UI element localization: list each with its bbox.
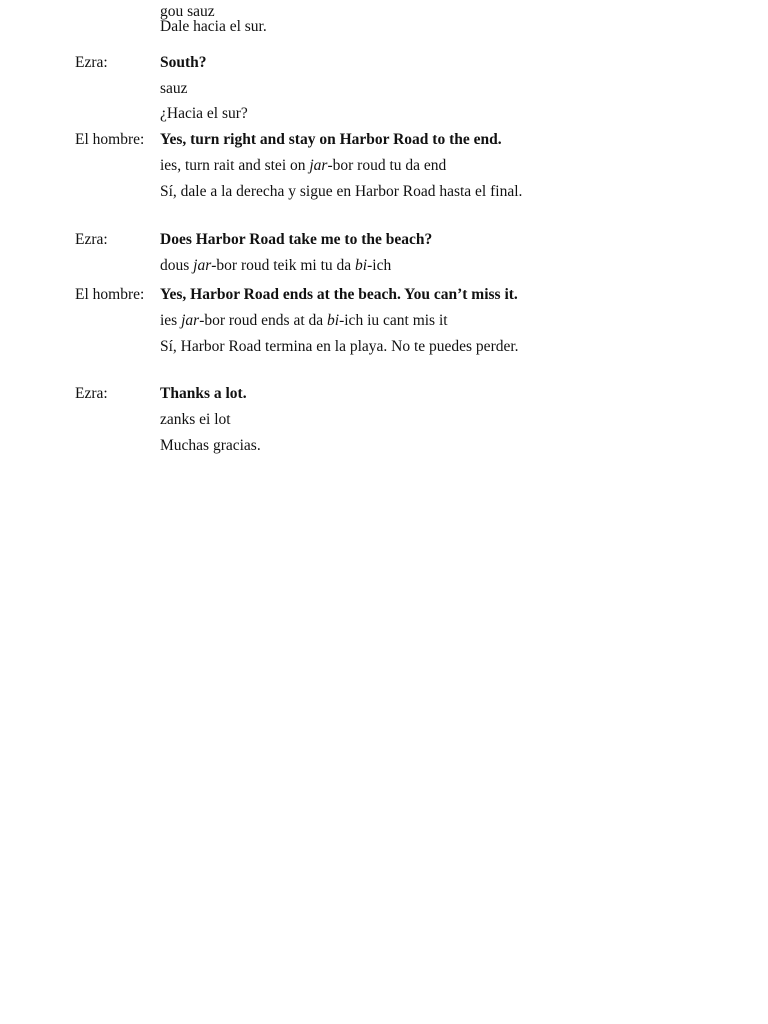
stressed-syllable: jar: [181, 312, 200, 329]
phonetic-text: ies: [160, 312, 182, 329]
english-line: Does Harbor Road take me to the beach?: [160, 231, 433, 248]
spanish-line: Dale hacia el sur.: [160, 18, 267, 35]
spanish-line: Sí, Harbor Road termina en la playa. No te puedes perder.: [160, 338, 519, 355]
english-line: Thanks a lot.: [160, 385, 247, 402]
stressed-syllable: bi: [327, 312, 340, 329]
phonetic-text: -ich iu cant mis it: [339, 312, 448, 329]
phonetic-text: -bor roud teik mi tu da: [211, 257, 356, 274]
speaker-label: El hombre:: [75, 131, 145, 148]
english-line: Yes, turn right and stay on Harbor Road to the end.: [160, 131, 502, 148]
speaker-label: El hombre:: [75, 286, 145, 303]
speaker-label: Ezra:: [75, 54, 108, 71]
english-line: Yes, Harbor Road ends at the beach. You can’t miss it.: [160, 286, 518, 303]
phonetic-line: [160, 256, 391, 276]
phonetic-line: sauz: [160, 80, 188, 97]
spanish-line: ¿Hacia el sur?: [160, 105, 248, 122]
phonetic-text: -bor roud ends at da: [199, 312, 328, 329]
speaker-label: Ezra:: [75, 385, 108, 402]
stressed-syllable: bi: [355, 257, 368, 274]
stressed-syllable: jar: [193, 257, 212, 274]
phonetic-line: [160, 311, 448, 331]
spanish-line: Sí, dale a la derecha y sigue en Harbor Road hasta el final.: [160, 183, 523, 200]
phonetic-text: -ich: [367, 257, 392, 274]
english-line: South?: [160, 54, 207, 71]
speaker-label: Ezra:: [75, 231, 108, 248]
spanish-line: Muchas gracias.: [160, 437, 261, 454]
stressed-syllable: jar: [309, 157, 328, 174]
phonetic-line: [160, 156, 446, 176]
phonetic-text: ies, turn rait and stei on: [160, 157, 310, 174]
phonetic-line: gou sauz: [160, 3, 215, 20]
phonetic-text: dous: [160, 257, 194, 274]
phonetic-line: zanks ei lot: [160, 411, 231, 428]
phonetic-text: -bor roud tu da end: [327, 157, 447, 174]
